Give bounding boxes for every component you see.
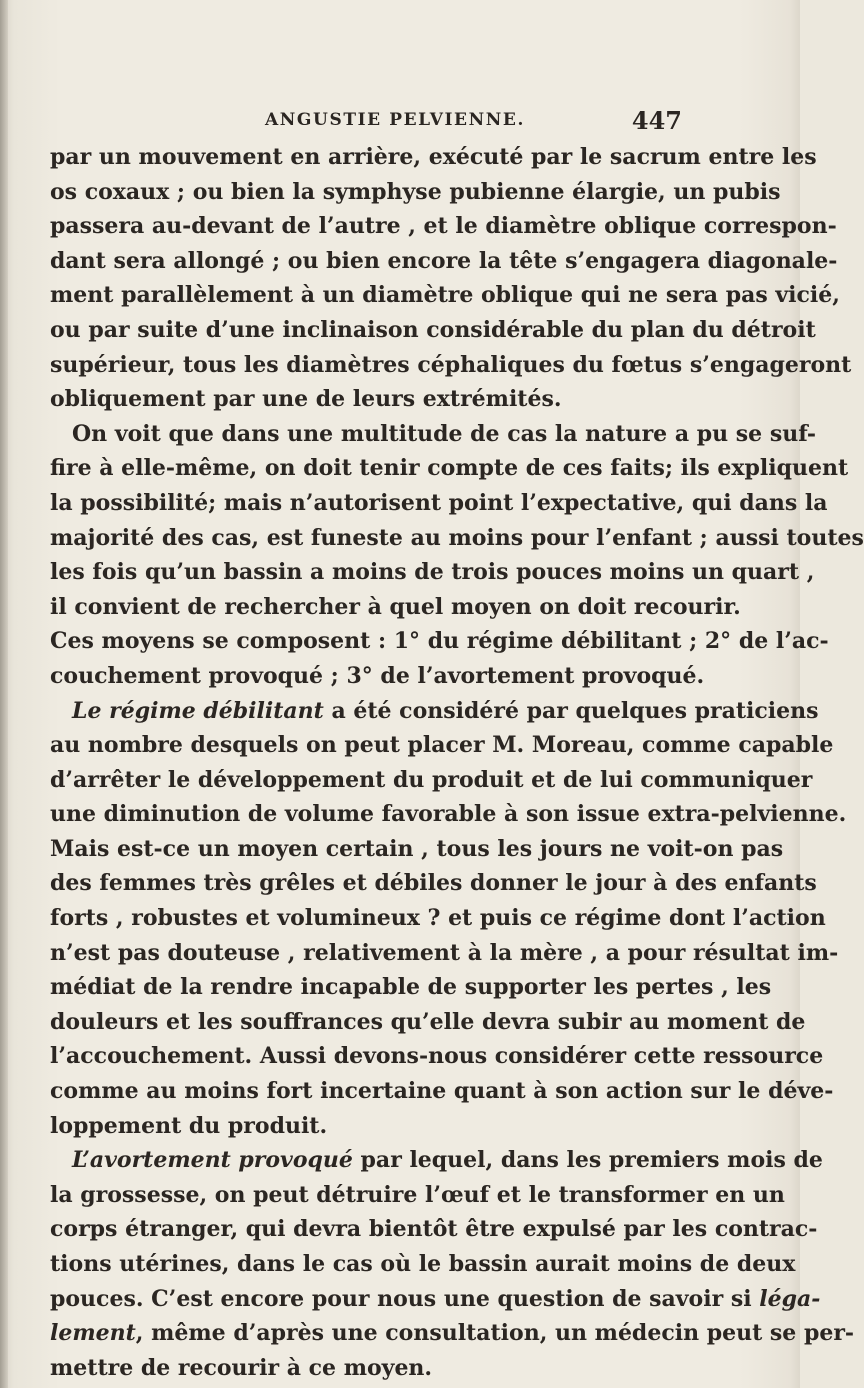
text-line: tions utérines, dans le cas où le bassin aurait moins de deux [50, 1251, 796, 1277]
text-line: la grossesse, on peut détruire l’œuf et le transformer en un [50, 1181, 785, 1208]
text-line: couchement provoqué ; 3° de l’avortement provoqué. [50, 662, 705, 689]
running-head: ANGUSTIE PELVIENNE. [265, 110, 525, 130]
text-line: mettre de recourir à ce moyen. [50, 1354, 433, 1381]
text-run: pouces. C’est encore pour nous une question de savoir si [50, 1285, 760, 1312]
text-line: il convient de rechercher à quel moyen on doit recourir. [50, 593, 741, 620]
text-line: douleurs et les souffrances qu’elle devra subir au moment de [50, 1008, 806, 1035]
text-line: dant sera allongé ; ou bien encore la tête s’engagera diagonale- [50, 247, 838, 274]
italic-term: L’avortement provoqué [72, 1147, 353, 1174]
text-line: Ces moyens se composent : 1° du régime débilitant ; 2° de l’ac- [50, 628, 829, 655]
text-line: passera au-devant de l’autre , et le diamètre oblique correspon- [50, 213, 837, 240]
text-line: d’arrêter le développement du produit et de lui communiquer [50, 766, 813, 793]
italic-term: lement [50, 1320, 136, 1347]
text-line [50, 1316, 855, 1351]
text-line: obliquement par une de leurs extrémités. [50, 386, 562, 413]
text-line: une diminution de volume favorable à son issue extra-pelvienne. [50, 801, 847, 828]
text-line: des femmes très grêles et débiles donner le jour à des enfants [50, 870, 817, 897]
text-line: supérieur, tous les diamètres céphaliques du fœtus s’engageront [50, 351, 852, 378]
text-line: ment parallèlement à un diamètre oblique qui ne sera pas vicié, [50, 282, 840, 309]
page-gutter-shadow [0, 0, 8, 1388]
text-line: On voit que dans une multitude de cas la nature a pu se suf- [72, 420, 817, 447]
text-line: fire à elle-même, on doit tenir compte de ces faits; ils expliquent [50, 455, 849, 482]
text-line: loppement du produit. [50, 1112, 328, 1139]
italic-term: léga- [759, 1285, 821, 1312]
text-line: majorité des cas, est funeste au moins pour l’enfant ; aussi toutes [50, 524, 864, 551]
text-line: ou par suite d’une inclinaison considérable du plan du détroit [50, 316, 816, 343]
text-line: corps étranger, qui devra bientôt être expulsé par les contrac- [50, 1216, 818, 1243]
text-line [50, 694, 819, 729]
text-line: forts , robustes et volumineux ? et puis ce régime dont l’action [50, 905, 826, 932]
text-line: la possibilité; mais n’autorisent point l’expectative, qui dans la [50, 489, 828, 516]
body-text [50, 140, 864, 1385]
text-line: n’est pas douteuse , relativement à la mère , a pour résultat im- [50, 939, 839, 966]
text-line: par un mouvement en arrière, exécuté par le sacrum entre les [50, 144, 817, 170]
text-line: Mais est-ce un moyen certain , tous les jours ne voit-on pas [50, 835, 784, 862]
page-number: 447 [631, 106, 682, 135]
text-run: a été considéré par quelques praticiens [323, 697, 819, 724]
text-line: comme au moins fort incertaine quant à son action sur le déve- [50, 1078, 834, 1105]
text-line: l’accouchement. Aussi devons-nous considérer cette ressource [50, 1043, 824, 1070]
text-line: au nombre desquels on peut placer M. Moreau, comme capable [50, 732, 834, 759]
text-line [50, 1143, 823, 1178]
text-line: médiat de la rendre incapable de supporter les pertes , les [50, 974, 772, 1001]
italic-term: Le régime débilitant [72, 697, 324, 724]
text-line: les fois qu’un bassin a moins de trois pouces moins un quart , [50, 559, 815, 586]
text-line [50, 1282, 821, 1317]
text-run: par lequel, dans les premiers mois de [352, 1147, 823, 1174]
text-run: , même d’après une consultation, un médecin peut se per- [135, 1320, 855, 1347]
text-line: os coxaux ; ou bien la symphyse pubienne élargie, un pubis [50, 178, 781, 205]
page-header [50, 106, 682, 136]
